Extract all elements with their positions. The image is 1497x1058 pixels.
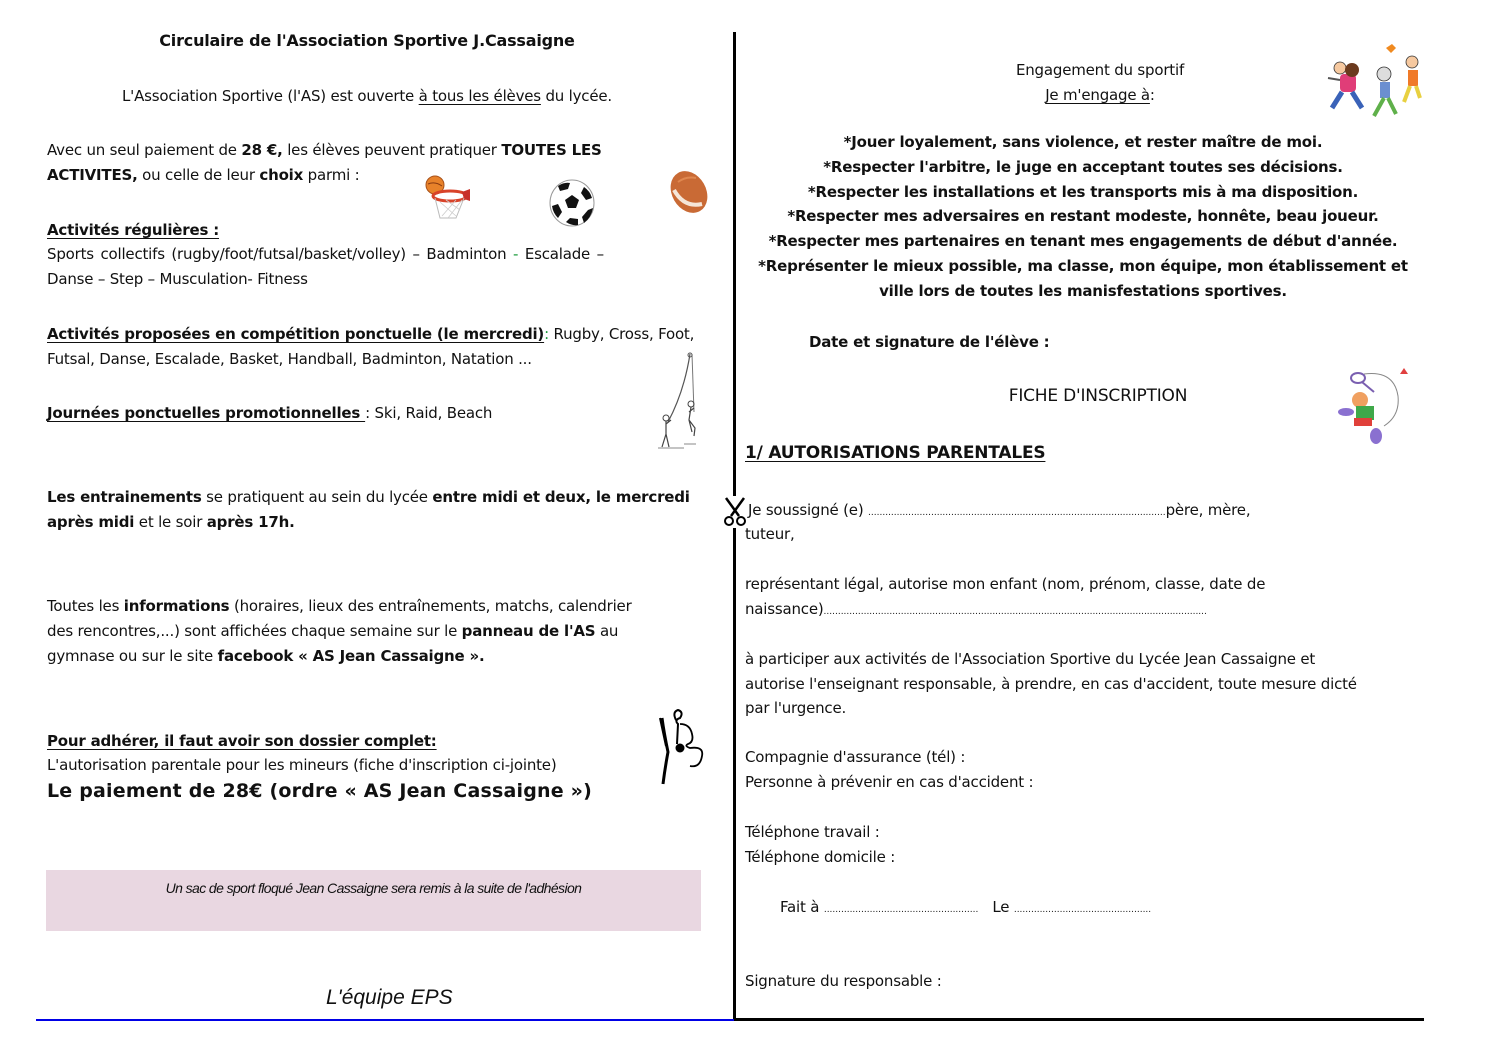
team-signature: L'équipe EPS <box>326 986 453 1009</box>
engagement-title: Engagement du sportif <box>1015 61 1185 79</box>
intro-before: L'Association Sportive (l'AS) est ouverte <box>122 87 419 105</box>
student-signature-label: Date et signature de l'élève : <box>809 333 1050 351</box>
info-text: au <box>595 622 619 640</box>
commitment-item: *Respecter mes partenaires en tenant mes engagements de début d'année. <box>768 232 1398 251</box>
badminton-player-icon <box>1334 366 1414 446</box>
phone-home-label: Téléphone domicile : <box>745 848 896 866</box>
promo-line <box>47 401 492 426</box>
commitment-item: *Respecter l'arbitre, le juge en acceptant toutes ses décisions. <box>823 157 1343 176</box>
info-line-3 <box>47 644 485 669</box>
facebook-page-reference: facebook « AS Jean Cassaigne ». <box>217 647 485 665</box>
join-line-2: Le paiement de 28€ (ordre « AS Jean Cassaigne ») <box>47 780 593 802</box>
footer-line-left <box>36 1019 734 1021</box>
notice-box <box>46 870 701 931</box>
done-at-line <box>780 895 1151 923</box>
info-text: des rencontres,...) sont affichées chaque semaine sur le <box>47 622 462 640</box>
training-bold: Les entrainements <box>47 488 202 506</box>
soccer-ball-icon <box>548 178 596 228</box>
payment-choice: choix <box>259 166 304 184</box>
runners-icon <box>1312 38 1424 122</box>
payment-all: TOUTES LES <box>501 141 602 159</box>
info-text: (horaires, lieux des entraînements, matchs, calendrier <box>229 597 632 615</box>
engage-heading-line <box>980 83 1220 108</box>
payment-all-2: ACTIVITES, <box>47 166 138 184</box>
regular-activities-line-1 <box>47 242 727 267</box>
competition-heading: Activités proposées en compétition ponctuelle (le mercredi) <box>47 325 545 343</box>
payment-text: ou celle de leur <box>137 166 260 184</box>
competition-line-1 <box>47 322 694 347</box>
commitment-item: *Jouer loyalement, sans violence, et rester maître de moi. <box>843 133 1323 151</box>
basketball-hoop-icon <box>422 172 474 224</box>
emergency-contact-label: Personne à prévenir en cas d'accident : <box>745 773 1034 791</box>
footer-line-right <box>734 1018 1424 1021</box>
payment-text: les élèves peuvent pratiquer <box>282 141 502 159</box>
scissors-icon <box>723 496 747 528</box>
commitment-item: *Respecter mes adversaires en restant modeste, honnête, beau joueur. <box>787 207 1379 226</box>
payment-line-1 <box>47 138 602 163</box>
legal-line-1: représentant légal, autorise mon enfant (nom, prénom, classe, date de <box>745 575 1266 593</box>
payment-text: parmi : <box>303 166 360 184</box>
training-text: et le soir <box>134 513 207 531</box>
engage-colon: : <box>1149 86 1155 104</box>
info-line-2 <box>47 619 618 644</box>
regular-text: Escalade – <box>518 245 604 263</box>
payment-text: Avec un seul paiement de <box>47 141 242 159</box>
circular-title: Circulaire de l'Association Sportive J.Cassaigne <box>159 31 575 50</box>
participate-line-2: autorise l'enseignant responsable, à prendre, en cas d'accident, toute mesure dicté <box>745 675 1357 693</box>
join-heading: Pour adhérer, il faut avoir son dossier complet: <box>47 732 437 750</box>
training-text: se pratiquent au sein du lycée <box>201 488 433 506</box>
intro-after: du lycée. <box>540 87 612 105</box>
commitment-item: *Respecter les installations et les transports mis à ma disposition. <box>807 182 1359 201</box>
date-label: Le <box>992 898 1014 916</box>
training-line-2 <box>47 510 295 535</box>
place-label: Fait à <box>780 898 824 916</box>
undersigned-name-field[interactable]: ........................................................................................................ <box>868 508 1166 518</box>
intro-text <box>40 84 694 109</box>
promo-heading: Journées ponctuelles promotionnelles <box>47 404 366 422</box>
green-colon: : <box>544 325 549 343</box>
promo-text: : Ski, Raid, Beach <box>365 404 493 422</box>
payment-amount: 28 €, <box>241 141 283 159</box>
undersigned-label: Je soussigné (e) <box>748 501 869 519</box>
info-bold: panneau de l'AS <box>461 622 596 640</box>
legal-line-2 <box>745 597 1207 625</box>
commitment-item: *Représenter le mieux possible, ma classe, mon équipe, mon établissement et <box>758 256 1408 275</box>
commitments-list <box>738 130 1428 304</box>
participate-line-3: par l'urgence. <box>745 699 847 717</box>
regular-activities-line-2: Danse – Step – Musculation- Fitness <box>47 270 308 288</box>
notice-text: Un sac de sport floqué Jean Cassaigne sera remis à la suite de l'adhésion <box>165 880 582 896</box>
competition-text: Rugby, Cross, Foot, <box>548 325 695 343</box>
legal-label: naissance) <box>745 600 824 618</box>
child-details-field[interactable]: ...................................................................................................................................... <box>823 607 1207 617</box>
form-title: FICHE D'INSCRIPTION <box>1008 386 1188 406</box>
guardian-signature-label: Signature du responsable : <box>745 972 942 990</box>
training-bold: après midi <box>47 513 135 531</box>
training-bold: entre midi et deux, le mercredi <box>432 488 690 506</box>
rhythmic-gymnastics-icon <box>650 708 712 788</box>
rugby-ball-icon <box>666 168 712 216</box>
green-dash: - <box>513 245 519 263</box>
regular-text: Sports collectifs (rugby/foot/futsal/basket/volley) – Badminton <box>47 245 514 263</box>
info-text: gymnase ou sur le site <box>47 647 218 665</box>
date-field[interactable]: ................................................ <box>1013 905 1152 915</box>
regular-activities-heading: Activités régulières : <box>47 221 219 239</box>
training-bold: après 17h. <box>206 513 295 531</box>
competition-line-2: Futsal, Danse, Escalade, Basket, Handball, Badminton, Natation ... <box>47 350 532 368</box>
phone-work-label: Téléphone travail : <box>745 823 880 841</box>
info-text: Toutes les <box>47 597 124 615</box>
undersigned-relation: père, mère, <box>1165 501 1251 519</box>
commitment-item: ville lors de toutes les manisfestations sportives. <box>879 281 1287 300</box>
info-line-1 <box>47 594 632 619</box>
undersigned-line-2: tuteur, <box>745 525 795 543</box>
info-bold: informations <box>123 597 230 615</box>
place-field[interactable]: ...................................................... <box>823 905 979 915</box>
section-parental-authorizations: 1/ AUTORISATIONS PARENTALES <box>745 443 1046 463</box>
climbers-icon <box>654 352 704 452</box>
join-line-1: L'autorisation parentale pour les mineurs (fiche d'inscription ci-jointe) <box>47 756 557 774</box>
participate-line-1: à participer aux activités de l'Association Sportive du Lycée Jean Cassaigne et <box>745 650 1316 668</box>
training-line-1 <box>47 485 690 510</box>
engage-heading: Je m'engage à <box>1045 86 1150 104</box>
intro-underlined: à tous les élèves <box>418 87 541 105</box>
insurance-field-label: Compagnie d'assurance (tél) : <box>745 748 966 766</box>
payment-line-2 <box>47 163 360 188</box>
undersigned-line <box>748 498 1250 526</box>
